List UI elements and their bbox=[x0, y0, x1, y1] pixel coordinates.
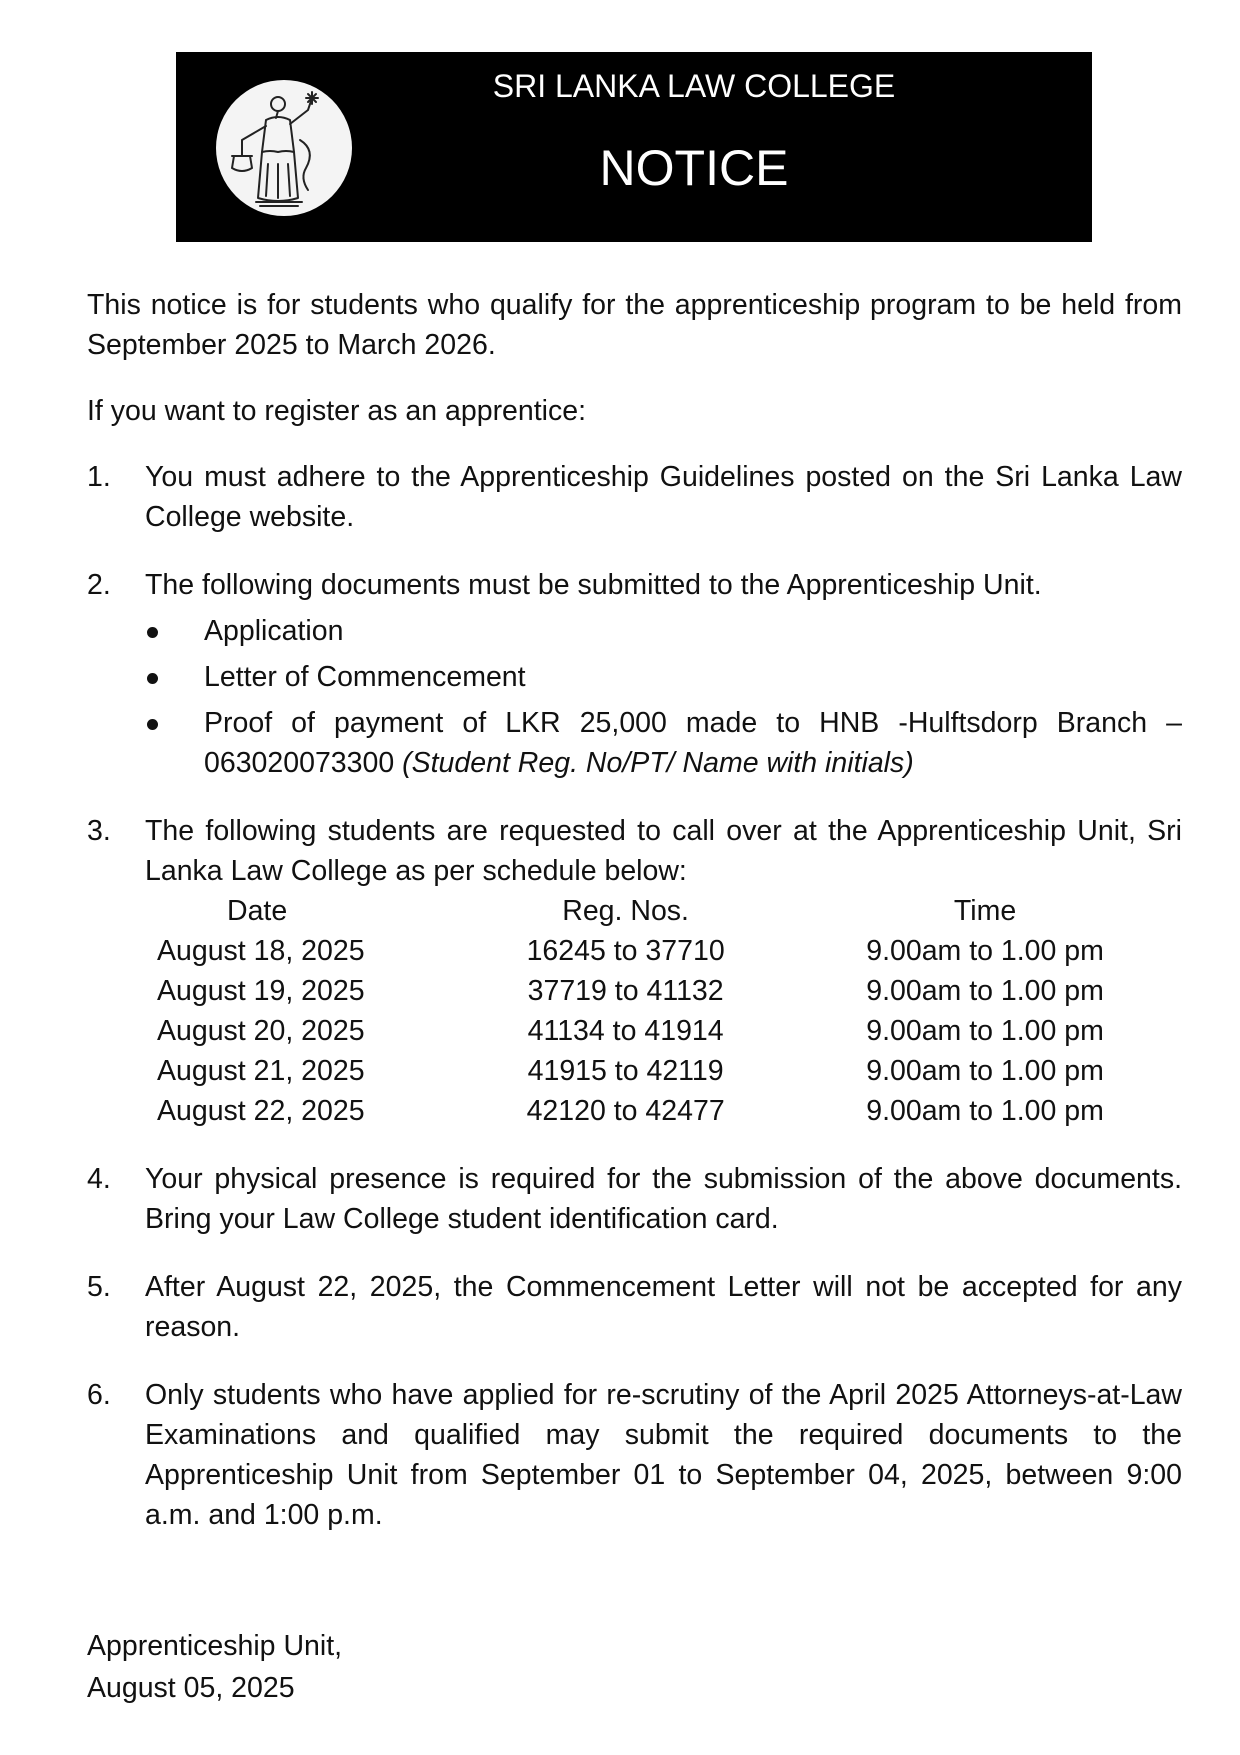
row-time: 9.00am to 1.00 pm bbox=[866, 1015, 1104, 1047]
row-time: 9.00am to 1.00 pm bbox=[866, 1095, 1104, 1127]
header-banner bbox=[176, 52, 1092, 242]
bullet-icon bbox=[147, 673, 158, 684]
row-reg: 37719 to 41132 bbox=[527, 975, 724, 1007]
row-reg: 16245 to 37710 bbox=[526, 935, 725, 967]
college-name: SRI LANKA LAW COLLEGE bbox=[492, 68, 896, 104]
item-number: 4. bbox=[87, 1163, 111, 1195]
item-number: 6. bbox=[87, 1379, 111, 1411]
document-label: Letter of Commencement bbox=[204, 661, 526, 693]
list-item bbox=[87, 1267, 1182, 1347]
table-row bbox=[157, 931, 1182, 971]
signoff-unit: Apprenticeship Unit, bbox=[87, 1630, 343, 1662]
row-date: August 18, 2025 bbox=[157, 935, 365, 967]
list-item bbox=[87, 811, 1182, 1131]
list-item bbox=[87, 1159, 1182, 1239]
notice-body bbox=[87, 285, 1182, 1535]
document-item bbox=[145, 703, 1182, 783]
list-item bbox=[87, 457, 1182, 537]
header-date: Date bbox=[227, 895, 288, 927]
document-label: Application bbox=[204, 615, 344, 647]
item-number: 1. bbox=[87, 461, 111, 493]
list-item bbox=[87, 565, 1182, 783]
table-row bbox=[157, 1011, 1182, 1051]
item-text: Your physical presence is required for the submission of the above documents. Bring your Law College student identification card. bbox=[145, 1163, 1182, 1235]
item-text: After August 22, 2025, the Commencement Letter will not be accepted for any reason. bbox=[145, 1271, 1182, 1343]
row-reg: 41915 to 42119 bbox=[527, 1055, 724, 1087]
schedule-header-row bbox=[157, 891, 1182, 931]
row-time: 9.00am to 1.00 pm bbox=[866, 935, 1104, 967]
signoff-date: August 05, 2025 bbox=[87, 1672, 295, 1704]
row-reg: 42120 to 42477 bbox=[526, 1095, 725, 1127]
payment-account: 063020073300 bbox=[204, 747, 395, 779]
table-row bbox=[157, 1091, 1182, 1131]
item-text: The following students are requested to call over at the Apprenticeship Unit, Sri Lanka Law College as per schedule below: bbox=[145, 815, 1182, 887]
notice-title: NOTICE bbox=[599, 140, 789, 196]
row-time: 9.00am to 1.00 pm bbox=[866, 975, 1104, 1007]
item-text: You must adhere to the Apprenticeship Guidelines posted on the Sri Lanka Law College website. bbox=[145, 461, 1182, 533]
payment-reference: (Student Reg. No/PT/ Name with initials) bbox=[402, 747, 914, 779]
signoff bbox=[87, 1625, 342, 1709]
item-number: 5. bbox=[87, 1271, 111, 1303]
row-date: August 19, 2025 bbox=[157, 975, 365, 1007]
row-date: August 20, 2025 bbox=[157, 1015, 365, 1047]
bullet-icon bbox=[147, 719, 158, 730]
item-number: 2. bbox=[87, 569, 111, 601]
table-row bbox=[157, 971, 1182, 1011]
lead-paragraph: If you want to register as an apprentice: bbox=[87, 395, 587, 427]
document-item bbox=[145, 657, 1182, 697]
schedule-table bbox=[157, 891, 1182, 1131]
payment-text: Proof of payment of LKR 25,000 made to HNB -Hulftsdorp Branch – bbox=[204, 707, 1182, 739]
row-reg: 41134 to 41914 bbox=[527, 1015, 724, 1047]
header-reg: Reg. Nos. bbox=[562, 895, 689, 927]
row-time: 9.00am to 1.00 pm bbox=[866, 1055, 1104, 1087]
item-text: The following documents must be submitted to the Apprenticeship Unit. bbox=[145, 569, 1042, 601]
row-date: August 22, 2025 bbox=[157, 1095, 365, 1127]
table-row bbox=[157, 1051, 1182, 1091]
intro-paragraph: This notice is for students who qualify for the apprenticeship program to be held from September 2025 to March 2026. bbox=[87, 289, 1182, 361]
item-text: Only students who have applied for re-scrutiny of the April 2025 Attorneys-at-Law Examinations and qualified may submit the required documents to the Apprenticeship Unit from September 01 to September 04, 2025, between 9:00 a.m. and 1:00 p.m. bbox=[145, 1379, 1182, 1531]
row-date: August 21, 2025 bbox=[157, 1055, 365, 1087]
header-time: Time bbox=[953, 895, 1017, 927]
item-number: 3. bbox=[87, 815, 111, 847]
documents-list bbox=[145, 611, 1182, 783]
bullet-icon bbox=[147, 627, 158, 638]
list-item bbox=[87, 1375, 1182, 1535]
document-item bbox=[145, 611, 1182, 651]
